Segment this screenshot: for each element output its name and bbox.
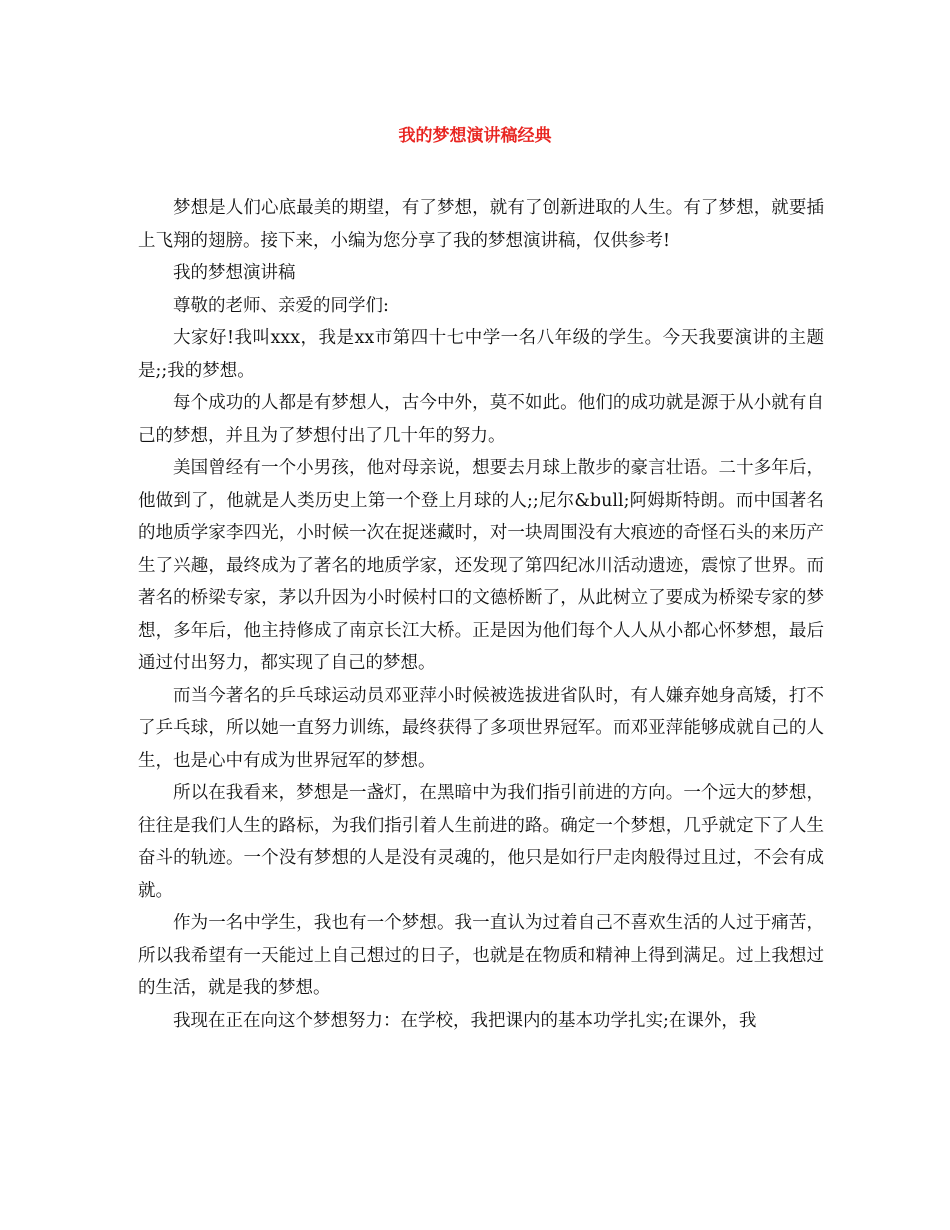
document-body xyxy=(138,192,824,1037)
paragraph-salutation: 尊敬的老师、亲爱的同学们: xyxy=(173,295,389,316)
document-title: 我的梦想演讲稿经典 xyxy=(398,126,552,146)
paragraph-intro: 梦想是人们心底最美的期望，有了梦想，就有了创新进取的人生。有了梦想，就要插上飞翔的翅膀。接下来，小编为您分享了我的梦想演讲稿，仅供参考! xyxy=(138,198,824,251)
paragraph-my-dream: 作为一名中学生，我也有一个梦想。我一直认为过着自己不喜欢生活的人过于痛苦，所以我希望有一天能过上自己想过的日子，也就是在物质和精神上得到满足。过上我想过的生活，就是我的梦想。 xyxy=(138,913,824,998)
paragraph-success: 每个成功的人都是有梦想人，古今中外，莫不如此。他们的成功就是源于从小就有自己的梦想，并且为了梦想付出了几十年的努力。 xyxy=(138,393,824,446)
paragraph-greeting: 大家好!我叫xxx，我是xx市第四十七中学一名八年级的学生。今天我要演讲的主题是;;我的梦想。 xyxy=(138,328,824,381)
paragraph-deng-yaping: 而当今著名的乒乓球运动员邓亚萍小时候被选拔进省队时，有人嫌弃她身高矮，打不了乒乓球，所以她一直努力训练，最终获得了多项世界冠军。而邓亚萍能够成就自己的人生，也是心中有成为世界冠军的梦想。 xyxy=(138,685,824,771)
paragraph-dream-lamp: 所以在我看来，梦想是一盏灯，在黑暗中为我们指引前进的方向。一个远大的梦想，往往是我们人生的路标，为我们指引着人生前进的路。确定一个梦想，几乎就定下了人生奋斗的轨迹。一个没有梦想的人是没有灵魂的，他只是如行尸走肉般得过且过，不会有成就。 xyxy=(138,783,824,901)
paragraph-examples: 美国曾经有一个小男孩，他对母亲说，想要去月球上散步的豪言壮语。二十多年后，他做到了，他就是人类历史上第一个登上月球的人;;尼尔&bull;阿姆斯特朗。而中国著名的地质学家李四光，小时候一次在捉迷藏时，对一块周围没有大痕迹的奇怪石头的来历产生了兴趣，最终成为了著名的地质学家，还发现了第四纪冰川活动遗迹，震惊了世界。而著名的桥梁专家，茅以升因为小时候村口的文德桥断了，从此树立了要成为桥梁专家的梦想，多年后，他主持修成了南京长江大桥。正是因为他们每个人人从小都心怀梦想，最后通过付出努力，都实现了自己的梦想。 xyxy=(138,458,824,673)
paragraph-subtitle: 我的梦想演讲稿 xyxy=(173,263,296,283)
paragraph-effort: 我现在正在向这个梦想努力：在学校，我把课内的基本功学扎实;在课外，我 xyxy=(173,1010,757,1031)
